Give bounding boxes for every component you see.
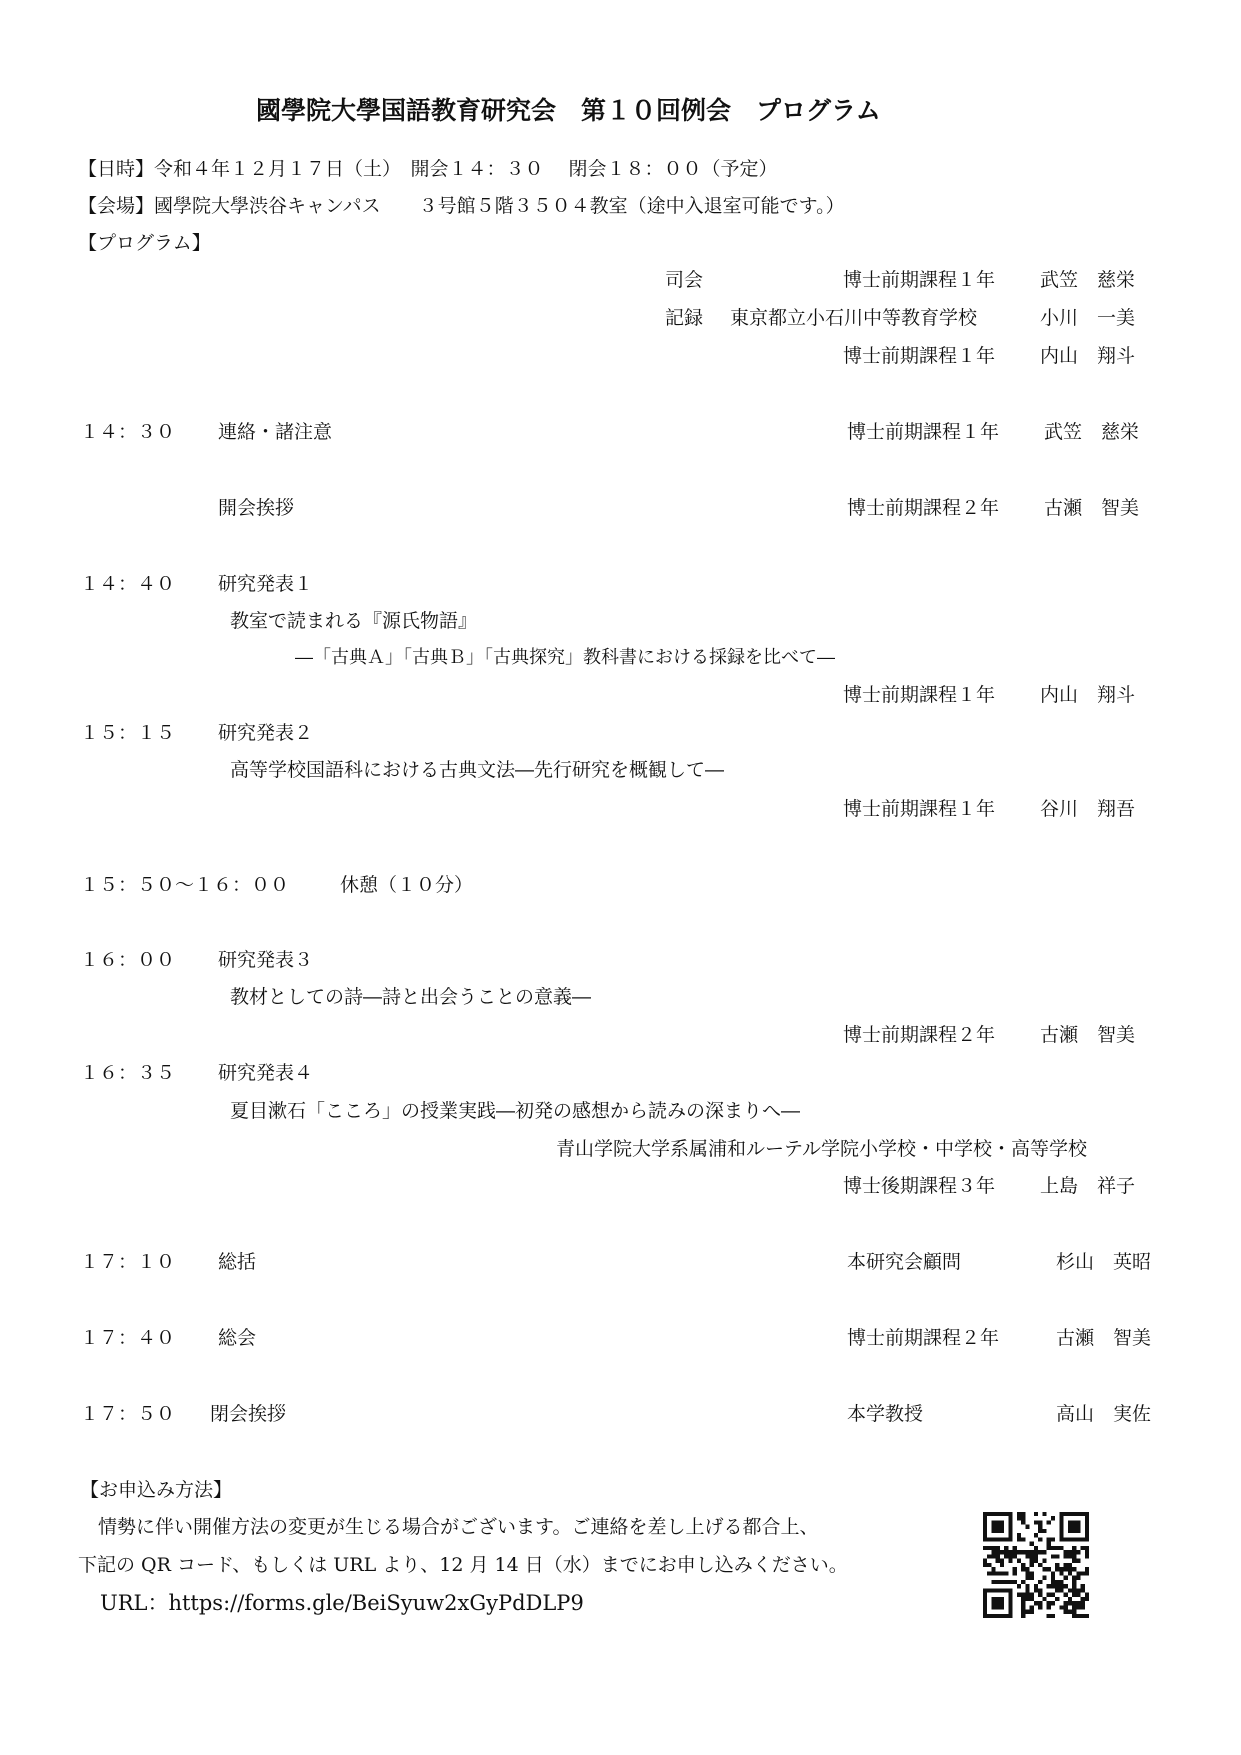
session-5-role: 博士前期課程２年 — [843, 1024, 996, 1046]
session-9-name: 高山 実佐 — [1056, 1403, 1152, 1425]
qr-code-icon[interactable] — [983, 1512, 1089, 1618]
session-4-time: １５：１５ — [80, 722, 176, 744]
session-9-title: 閉会挨拶 — [210, 1403, 287, 1425]
session-6-title: 研究発表４ — [218, 1062, 314, 1084]
session-6-time: １６：３５ — [80, 1062, 176, 1084]
session-8-title: 総会 — [218, 1327, 257, 1349]
program-heading: 【プログラム】 — [78, 232, 211, 254]
session-4-role: 博士前期課程１年 — [843, 798, 996, 820]
datetime-line: 【日時】令和４年１２月１７日（土） 開会１４：３０ 閉会１８：００（予定） — [78, 158, 778, 180]
session-3-subtitle: 教室で読まれる『源氏物語』 — [230, 610, 478, 632]
session-7-time: １７：１０ — [80, 1251, 176, 1273]
mc-label: 司会 — [665, 269, 704, 291]
session-1-time: １４：３０ — [80, 421, 176, 443]
venue-line: 【会場】國學院大學渋谷キャンパス ３号館５階３５０４教室（途中入退室可能です。） — [78, 195, 845, 217]
session-5-name: 古瀬 智美 — [1040, 1024, 1136, 1046]
session-7-role: 本研究会顧問 — [847, 1251, 962, 1273]
session-3-subtitle-2: ―「古典Ａ」「古典Ｂ」「古典探究」教科書における採録を比べて― — [295, 647, 835, 668]
session-8-time: １７：４０ — [80, 1327, 176, 1349]
mc-name: 武笠 慈栄 — [1040, 269, 1136, 291]
session-3-title: 研究発表１ — [218, 573, 314, 595]
session-7-title: 総括 — [218, 1251, 257, 1273]
session-4-name: 谷川 翔吾 — [1040, 798, 1136, 820]
session-5-time: １６：００ — [80, 949, 176, 971]
session-5-title: 研究発表３ — [218, 949, 314, 971]
session-6-name: 上島 祥子 — [1040, 1175, 1136, 1197]
break-time: １５：５０～１６：００ — [80, 874, 290, 896]
application-line-2: 下記の QR コード、もしくは URL より、12 月 14 日（水）までにお申し込みください。 — [78, 1554, 848, 1576]
application-heading: 【お申込み方法】 — [80, 1479, 233, 1501]
session-1-role: 博士前期課程１年 — [847, 421, 1000, 443]
session-7-name: 杉山 英昭 — [1056, 1251, 1152, 1273]
session-2-role: 博士前期課程２年 — [847, 497, 1000, 519]
record-2-name: 内山 翔斗 — [1040, 345, 1136, 367]
session-3-time: １４：４０ — [80, 573, 176, 595]
session-6-affiliation: 青山学院大学系属浦和ルーテル学院小学校・中学校・高等学校 — [556, 1138, 1088, 1160]
session-2-title: 開会挨拶 — [218, 497, 295, 519]
record-label: 記録 — [665, 307, 704, 329]
record-2-role: 博士前期課程１年 — [843, 345, 996, 367]
application-line-1: 情勢に伴い開催方法の変更が生じる場合がございます。ご連絡を差し上げる都合上、 — [98, 1516, 819, 1538]
session-8-role: 博士前期課程２年 — [847, 1327, 1000, 1349]
session-1-title: 連絡・諸注意 — [218, 421, 333, 443]
session-4-title: 研究発表２ — [218, 722, 314, 744]
session-3-name: 内山 翔斗 — [1040, 684, 1136, 706]
mc-role: 博士前期課程１年 — [843, 269, 996, 291]
session-6-role: 博士後期課程３年 — [843, 1175, 996, 1197]
session-4-subtitle: 高等学校国語科における古典文法―先行研究を概観して― — [230, 759, 725, 781]
page-title: 國學院大學国語教育研究会 第１０回例会 プログラム — [256, 96, 881, 125]
session-8-name: 古瀬 智美 — [1056, 1327, 1152, 1349]
session-6-subtitle: 夏目漱石「こころ」の授業実践―初発の感想から読みの深まりへ― — [230, 1100, 801, 1122]
session-2-name: 古瀬 智美 — [1044, 497, 1140, 519]
record-1-role: 東京都立小石川中等教育学校 — [730, 307, 978, 329]
break-label: 休憩（１０分） — [340, 874, 474, 896]
session-3-role: 博士前期課程１年 — [843, 684, 996, 706]
application-url[interactable]: URL：https://forms.gle/BeiSyuw2xGyPdDLP9 — [100, 1591, 584, 1615]
record-1-name: 小川 一美 — [1040, 307, 1136, 329]
session-9-time: １７：５０ — [80, 1403, 176, 1425]
session-9-role: 本学教授 — [847, 1403, 924, 1425]
session-1-name: 武笠 慈栄 — [1044, 421, 1140, 443]
session-5-subtitle: 教材としての詩―詩と出会うことの意義― — [230, 986, 592, 1008]
